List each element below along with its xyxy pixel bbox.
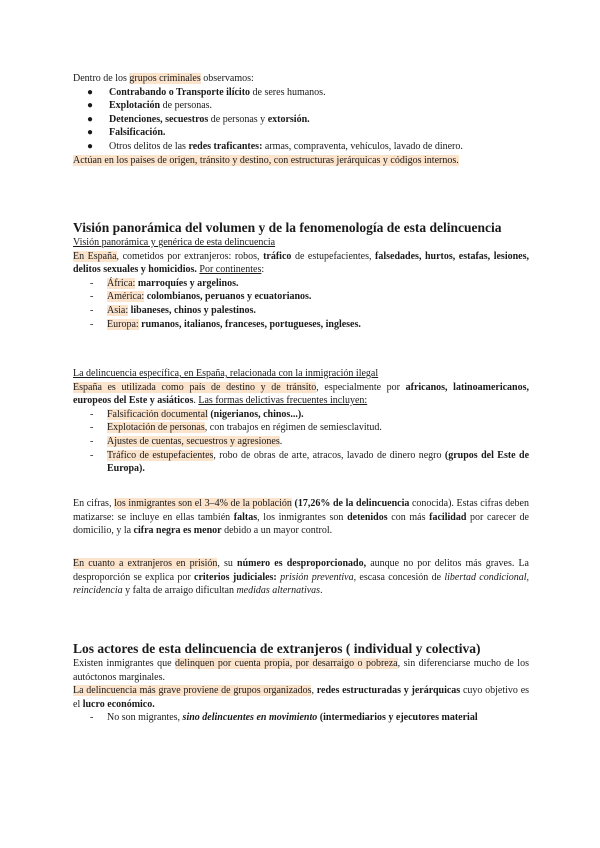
section2-paragraph: España es utilizada como país de destino y de tránsito, especialmente por africanos, latinoamericanos, europeos del Este y asiáticos. Las formas delictivas frecuentes incluyen: [73,381,529,407]
crime-forms-list [73,408,529,476]
section1-subheading: Visión panorámica y genérica de esta delincuencia [73,237,276,248]
list-item: ● Detenciones, secuestros de personas y extorsión. [87,113,310,125]
list-item: - Europa: rumanos, italianos, franceses, portugueses, ingleses. [90,318,361,330]
section3-paragraph-1: Existen inmigrantes que delinquen por cuenta propia, por desarraigo o pobreza, sin diferenciarse mucho de los autóctonos marginales. [73,658,529,683]
list-item: - África: marroquíes y argelinos. [90,277,239,289]
section3-paragraph-2: La delincuencia más grave proviene de grupos organizados, redes estructuradas y jerárquicas cuyo objetivo es el lucro económico. [73,685,530,710]
list-item: - Tráfico de estupefacientes, robo de obras de arte, atracos, lavado de dinero negro (grupos del Este de Europa). [90,449,530,475]
list-item: ● Otros delitos de las redes traficantes: armas, compraventa, vehículos, lavado de dinero. [87,140,463,152]
section2-body [73,367,529,476]
intro-lead: Dentro de los grupos criminales observamos: [73,73,254,84]
intro-block [73,72,529,167]
list-item: - No son migrantes, sino delincuentes en movimiento (intermediarios y ejecutores material [90,712,478,724]
section2-subheading: La delincuencia específica, en España, relacionada con la inmigración ilegal [73,368,379,379]
list-item: ● Falsificación. [87,127,166,139]
crime-types-list [73,86,529,154]
list-item: ● Explotación de personas. [87,100,213,112]
continents-list [73,277,529,331]
list-item: ● Contrabando o Transporte ilícito de seres humanos. [87,86,326,98]
section3-body [73,657,529,725]
prison-paragraph: En cuanto a extranjeros en prisión, su número es desproporcionado, aunque no por delitos más graves. La desproporción se explica por criterios judiciales: prisión preventiva, escasa concesión de libertad condicional, reincidencia y falta de arraigo dificultan medidas alternativas. [73,558,530,597]
section-heading-actors: Los actores de esta delincuencia de extranjeros ( individual y colectiva) [73,641,481,656]
section1-paragraph: En España, cometidos por extranjeros: robos, tráfico de estupefacientes, falsedades, hurtos, estafas, lesiones, delitos sexuales y homicidios. Por continentes: [73,250,529,276]
list-item: - América: colombianos, peruanos y ecuatorianos. [90,291,312,303]
intro-closing: Actúan en los países de origen, tránsito y destino, con estructuras jerárquicas y códigos internos. [73,154,459,166]
list-item: - Asia: libaneses, chinos y palestinos. [90,304,256,316]
section-heading-panorama: Visión panorámica del volumen y de la fenomenología de esta delincuencia [73,220,502,235]
section1-body [73,236,529,331]
list-item: - Ajustes de cuentas, secuestros y agresiones. [90,435,283,447]
list-item: - Falsificación documental (nigerianos, chinos...). [90,408,304,420]
figures-paragraph: En cifras, los inmigrantes son el 3–4% de la población (17,26% de la delincuencia conocida). Estas cifras deben matizarse: se incluye en ellas también faltas, los inmigrantes son detenidos con más facilidad por carecer de domicilio, y la cifra negra es menor debido a un mayor control. [73,498,529,537]
list-item: - Explotación de personas, con trabajos en régimen de semiesclavitud. [90,422,382,434]
actors-list [73,711,529,725]
